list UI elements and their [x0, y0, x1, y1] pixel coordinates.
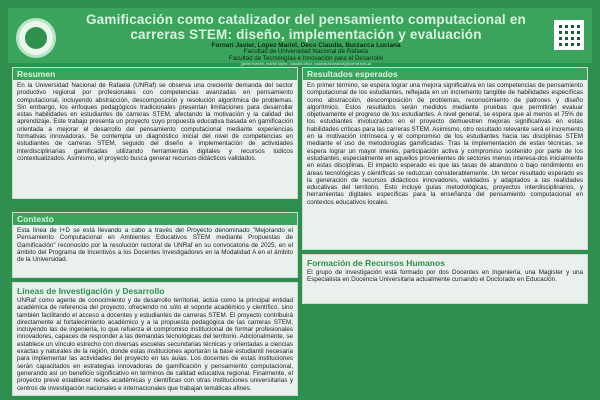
section-text: UNRaf como agente de conocimiento y de desarrollo territorial, actúa como la principal entidad académica de referencia del proyecto, ofreciendo no sólo el soporte académico y científico, sino también facilitando el acceso a docentes y estudiantes de carreras STEM. El proyecto contribuirá directamente al fortalecimiento académico y a la propuesta pedagógica de las carreras STEM, incluyendo las de ingeniería, lo que refuerza el compromiso institucional de formar profesionales innovadores, capaces de responder a las demandas tecnológicas del territorio. Adicionalmente, se establece un vínculo estrecho con diversas escuelas secundarias técnicas y orientadas a ciencias exactas y naturales de la región, donde estas instituciones aportarán la base estudiantil necesaria para implementar las actividades del proyecto en las aulas. Los docentes de estas instituciones serán capacitados en estrategias innovadoras de gamificación y pensamiento computacional, generando así un beneficio significativo en términos de calidad educativa regional. Finalmente, el proyecto prevé establecer redes académicas y científicas con otras instituciones universitarias y centros de investigación nacionales e internacionales que trabajan temáticas afines. — [17, 297, 293, 392]
section-heading: Resultados esperados — [303, 68, 587, 80]
section-text: En primer término, se espera lograr una mejora significativa en las competencias de pensamiento computacional de los estudiantes, reflejada en un incremento tangible de habilidades específicas como abstracción, descomposición de problemas, reconocimiento de patrones y diseño algorítmico. Estos resultados serán medidos mediante pruebas que permitirán evaluar objetivamente el progreso de los estudiantes. A nivel general, se espera que al menos el 75% de los estudiantes involucrados en el proyecto demuestren mejoras significativas en estas habilidades críticas para las carreras STEM. Asimismo, otro resultado relevante será el incremento en la motivación intrínseca y el compromiso de los estudiantes hacia las disciplinas STEM mediante el uso de metodologías gamificadas. Tras la implementación de estas técnicas, se espera lograr un mayor interés, participación activa y compromiso sostenido por parte de los estudiantes, especialmente en aquellos provenientes de sectores menos interesa-dos inicialmente en estas disciplinas. El impacto esperado es que las tasas de abandono o bajo rendimiento en áreas tecnológicas y científicas se reduzcan considerablemente. Un tercer resultado esperado es la generación de recursos didácticos innovadores, validados y adaptados a las realidades educativas del territorio. Esto incluye guías metodológicas, proyectos interdisciplinarios, y herramientas digitales específicas para la enseñanza del pensamiento computacional en contextos educativos locales. — [307, 82, 583, 206]
qr-code-icon — [554, 20, 584, 50]
section-content — [17, 286, 293, 393]
section-resumen — [12, 67, 298, 199]
section-heading: Formación de Recursos Humanos — [307, 258, 445, 268]
section-text: En la Universidad Nacional de Rafaela (UNRaf) se observa una creciente demanda del sector productivo regional por profesionales con competencias avanzadas en pensamiento computacional, incluyendo abstracción, descomposición y resolución algorítmica de problemas. Sin embargo, los enfoques pedagógicos tradicionales presentan limitaciones para desarrollar estas habilidades en estudiantes de carreras STEM, afectando la motivación y la calidad del aprendizaje. Este trabajo presenta un proyecto cuyo propuesta educativa basada en gamificación orientada a mejorar el desarrollo del pensamiento computacional mediante experiencias formativas innovadoras. Se contempla un diagnóstico inicial del nivel de competencias en estudiantes de carreras STEM, seguido del diseño e implementación de actividades interdisciplinarias gamificadas utilizando herramientas digitales y recursos lúdicos contextualizados. Asimismo, el proyecto busca generar recursos didácticos validados. — [17, 82, 293, 162]
poster-authors: Fornari Javier, López Mariel, Deco Claudia, Burzacca Luciana — [211, 42, 401, 49]
affiliation-2: Facultad de Tecnologías e Innovación para el Desarrollo — [228, 54, 384, 62]
poster-email: {javier.fornari, mariel.lopez, claudia.deco, luciana.burzacca}@unraf.edu.ar — [240, 61, 372, 66]
section-content — [307, 258, 583, 301]
university-logo-icon — [16, 18, 56, 58]
university-logo — [14, 16, 58, 60]
section-heading: Contexto — [13, 213, 297, 225]
poster-title: Gamificación como catalizador del pensamiento computacional en carreras STEM: diseño, implementación y evaluación — [85, 12, 526, 42]
section-text: Esta línea de I+D se está llevando a cabo a través del Proyecto denominado "Mejorando el Pensamiento Computacional en Ambientes Educativos STEM mediante Propuestas de Gamificación" reconocido por la resolución rectoral de UNRaf en su convocatoria de 2025, en el ámbito del Programa de Incentivos a los Docentes Investigadores en la Modalidad A en el ámbito de la Universidad. — [17, 227, 293, 264]
section-heading: Resumen — [13, 68, 297, 80]
section-lineas — [12, 282, 298, 396]
section-formacion — [302, 254, 588, 304]
affiliation-1: Facultad de Universidad Nacional de Rafaela — [243, 48, 369, 55]
section-heading: Líneas de Investigación y Desarrollo — [17, 286, 165, 296]
section-resultados — [302, 67, 588, 250]
section-text: El grupo de investigación está formado por dos Docentes en Ingeniería, una Magister y una Especialista en Docencia Universitaria actualmente cursando el Doctorado en Educación. — [307, 269, 583, 284]
section-contexto — [12, 212, 298, 278]
poster-header — [8, 8, 592, 66]
